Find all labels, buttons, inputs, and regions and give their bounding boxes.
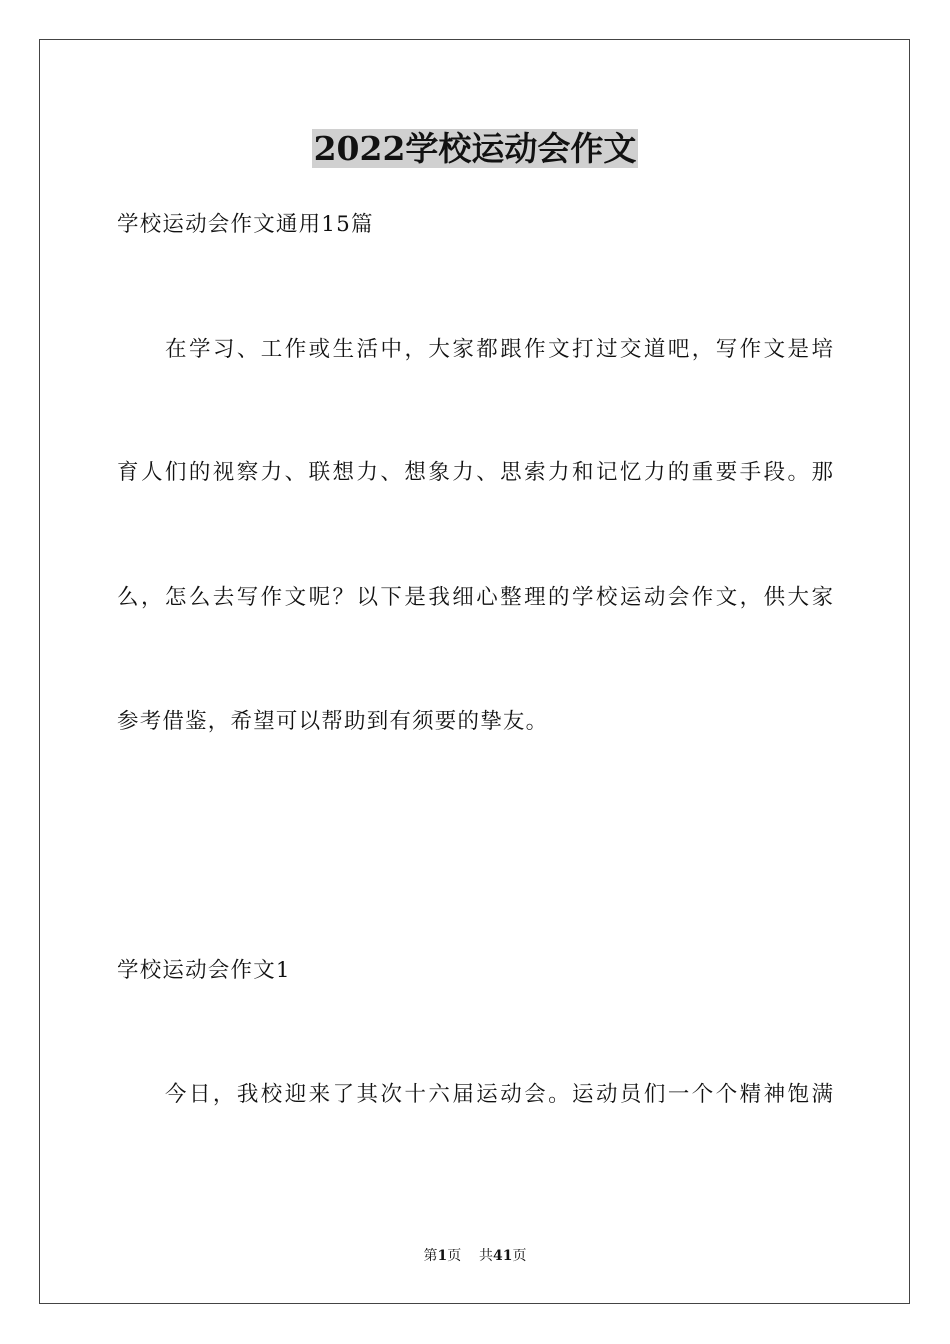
footer-page-suffix: 页 <box>447 1248 462 1264</box>
intro-line-4: 参考借鉴，希望可以帮助到有须要的挚友。 <box>117 709 549 734</box>
intro-line-3: 么，怎么去写作文呢？以下是我细心整理的学校运动会作文，供大家 <box>117 585 833 610</box>
document-title-text: 2022学校运动会作文 <box>313 129 637 168</box>
intro-line-1: 在学习、工作或生活中，大家都跟作文打过交道吧，写作文是培 <box>165 337 833 362</box>
document-title <box>0 126 950 172</box>
footer-total-prefix: 共 <box>479 1248 494 1264</box>
page-footer <box>0 1246 950 1266</box>
footer-page-prefix: 第 <box>423 1248 438 1264</box>
section-paragraph-line-1: 今日，我校迎来了其次十六届运动会。运动员们一个个精神饱满 <box>165 1082 833 1107</box>
footer-total-suffix: 页 <box>512 1248 527 1264</box>
footer-page-number: 1 <box>437 1248 448 1264</box>
footer-total-pages: 41 <box>493 1248 513 1264</box>
intro-line-2: 育人们的视察力、联想力、想象力、思索力和记忆力的重要手段。那 <box>117 460 833 485</box>
document-subtitle: 学校运动会作文通用15篇 <box>117 212 374 237</box>
section-heading: 学校运动会作文1 <box>117 958 291 983</box>
